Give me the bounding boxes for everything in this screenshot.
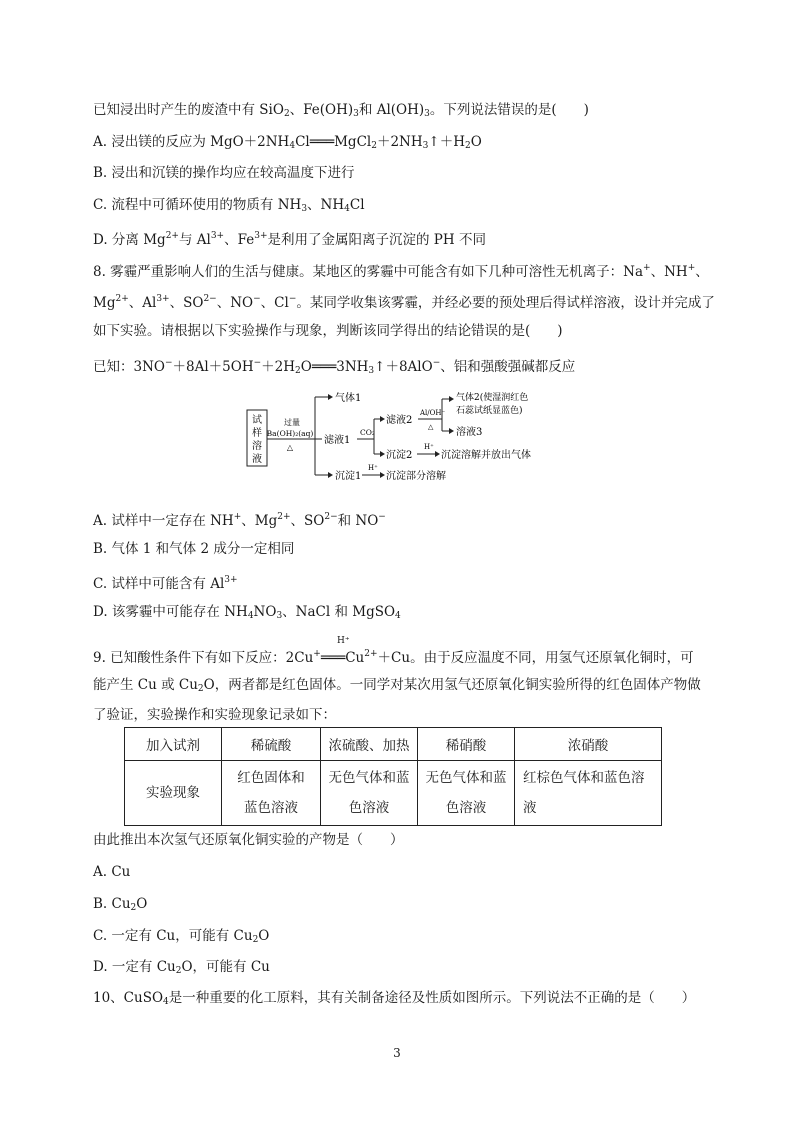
subscript: 4 — [395, 611, 401, 621]
superscript: 3+ — [210, 231, 225, 241]
table-header-reagent: 加入试剂 — [125, 728, 222, 761]
q9-conclusion — [93, 831, 404, 849]
diagram-solution3: 溶液3 — [456, 427, 483, 438]
text-run: 、铝和强酸强碱都反应 — [440, 359, 576, 375]
text-run: 和 NO — [337, 513, 379, 529]
cell-line: 液 — [523, 800, 537, 816]
q8-flow-diagram — [240, 385, 570, 485]
superscript: 2+ — [115, 294, 129, 304]
superscript: + — [233, 512, 242, 522]
text-run: 、NH — [307, 197, 345, 213]
diagram-gas2-line-a: 气体2(使湿润红色 — [456, 393, 529, 403]
text-run: 、NO — [216, 295, 254, 311]
cell-line: 色溶液 — [348, 800, 390, 816]
text-run: 与 Al — [178, 232, 211, 248]
subscript: 4 — [289, 141, 296, 151]
superscript: 2− — [324, 512, 338, 522]
text-run: B. 浸出和沉镁的操作均应在较高温度下进行 — [93, 165, 355, 181]
subscript: 3 — [301, 204, 308, 214]
subscript: 2 — [464, 141, 471, 151]
q8-option-a — [93, 508, 386, 530]
table-header-dilute-h2so4: 稀硫酸 — [222, 728, 321, 761]
text-run: O — [258, 928, 270, 944]
diagram-sample-char-2: 样 — [252, 428, 262, 439]
text-run: 、SO — [169, 295, 204, 311]
subscript: 3 — [368, 366, 375, 376]
subscript: 2 — [371, 141, 377, 151]
table-cell-dilute-hno3 — [418, 761, 515, 826]
text-run: ↑＋8AlO — [374, 359, 433, 375]
text-run: 9. 已知酸性条件下有如下反应：2Cu — [93, 650, 314, 666]
superscript: − — [253, 294, 261, 304]
q9-experiment-table — [124, 727, 662, 826]
diagram-precip2: 沉淀2 — [386, 450, 413, 461]
cell-line: 红棕色气体和蓝色溶 — [523, 770, 645, 786]
text-run: 已知：3NO — [93, 359, 165, 375]
q7-stem — [93, 101, 589, 123]
diagram-precip1: 沉淀1 — [335, 471, 362, 482]
subscript: 2 — [175, 966, 182, 976]
diagram-sample-char-1: 试 — [252, 415, 262, 426]
text-run: 、NH — [650, 264, 688, 280]
text-run: 、Cl — [260, 295, 289, 311]
q8-line-1 — [93, 259, 709, 281]
text-run: Mg — [93, 295, 116, 311]
subscript: 4 — [163, 997, 169, 1007]
text-run: 已知浸出时产生的废渣中有 SiO — [93, 102, 284, 118]
subscript: 4 — [247, 611, 254, 621]
q7-option-b — [93, 164, 355, 182]
subscript: 2 — [197, 684, 204, 694]
cell-line: 无色气体和蓝 — [425, 770, 507, 786]
diagram-reagent-top: 过量 — [284, 418, 300, 427]
text-run: A. 试样中一定存在 NH — [93, 513, 234, 529]
text-run: D. 该雾霾中可能存在 NH — [93, 604, 248, 620]
table-cell-conc-h2so4 — [321, 761, 418, 826]
text-run: 8. 雾霾严重影响人们的生活与健康。某地区的雾霾中可能含有如下几种可溶性无机离子：Na — [93, 264, 644, 280]
superscript: + — [313, 649, 321, 659]
table-header-dilute-hno3: 稀硝酸 — [418, 728, 515, 761]
text-run: A. 浸出镁的反应为 MgO＋2NH — [93, 134, 290, 150]
table-cell-conc-hno3 — [515, 761, 662, 826]
subscript: 3 — [424, 109, 430, 119]
superscript: − — [253, 358, 262, 368]
superscript: 2+ — [165, 231, 179, 241]
diagram-heat: △ — [286, 443, 294, 452]
q8-option-d — [93, 603, 401, 625]
diagram-sample-char-4: 液 — [252, 454, 262, 465]
diagram-h-plus-1: H⁺ — [368, 464, 378, 472]
table-header-conc-hno3: 浓硝酸 — [515, 728, 662, 761]
subscript: 3 — [276, 611, 283, 621]
table-row-label: 实验现象 — [125, 761, 222, 826]
text-run: B. Cu — [93, 896, 131, 912]
superscript: 2+ — [277, 512, 291, 522]
text-run: NO — [253, 604, 277, 620]
cell-line: 无色气体和蓝 — [328, 770, 410, 786]
q8-option-c — [93, 571, 238, 593]
subscript: 2 — [130, 903, 137, 913]
text-run: 了验证，实验操作和实验现象记录如下： — [93, 707, 336, 723]
q9-option-d — [93, 958, 270, 980]
text-run: 、Mg — [241, 513, 278, 529]
text-run: O — [470, 134, 482, 150]
text-run: 。某同学收集该雾霾，并经必要的预处理后得试样溶液，设计并完成了 — [296, 295, 715, 311]
superscript: − — [432, 358, 441, 368]
superscript: − — [378, 512, 386, 522]
q8-line-3 — [93, 322, 563, 340]
diagram-heat-2: △ — [428, 423, 434, 431]
text-run: 是利用了金属阳离子沉淀的 PH 不同 — [267, 232, 486, 248]
diagram-h-plus-2: H⁺ — [424, 443, 434, 451]
q9-option-a — [93, 863, 130, 881]
text-run: O，两者都是红色固体。一同学对某次用氢气还原氧化铜实验所得的红色固体产物做 — [203, 677, 701, 693]
q10-line-1 — [93, 989, 695, 1011]
q9-arrow-label: H⁺ — [337, 636, 350, 646]
subscript: 2 — [252, 935, 259, 945]
q7-option-c — [93, 196, 365, 218]
cell-line: 蓝色溶液 — [244, 800, 298, 816]
text-run: 是一种重要的化工原料，其有关制备途径及性质如图所示。下列说法不正确的是（ ） — [168, 990, 696, 1006]
text-run: 、NaCl 和 MgSO — [282, 604, 396, 620]
text-run: B. 气体 1 和气体 2 成分一定相同 — [93, 541, 295, 557]
text-run: Cl═══MgCl — [295, 134, 372, 150]
text-run: ═══Cu — [320, 650, 365, 666]
table-header-conc-h2so4: 浓硫酸、加热 — [321, 728, 418, 761]
diagram-filtrate2: 滤液2 — [386, 415, 413, 426]
text-run: O═══3NH — [300, 359, 369, 375]
text-run: ＋2H — [261, 359, 296, 375]
text-run: 、 — [695, 264, 709, 280]
text-run: ＋8Al＋5OH — [172, 359, 254, 375]
q8-option-b — [93, 540, 294, 558]
text-run: ↑＋H — [428, 134, 465, 150]
diagram-co2: CO₂ — [360, 428, 375, 437]
superscript: − — [164, 358, 173, 368]
superscript: + — [687, 263, 696, 273]
superscript: − — [288, 294, 297, 304]
diagram-gas1: 气体1 — [335, 393, 362, 404]
q8-line-2 — [93, 290, 715, 312]
q9-line-3 — [93, 706, 336, 724]
q8-known — [93, 354, 575, 380]
text-run: 。下列说法错误的是( ) — [429, 102, 589, 118]
text-run: 和 Al(OH) — [358, 102, 425, 118]
superscript: 3+ — [224, 575, 238, 585]
text-run: ＋2NH — [376, 134, 423, 150]
q9-option-b — [93, 895, 147, 917]
subscript: 3 — [353, 109, 359, 119]
superscript: 2+ — [364, 649, 378, 659]
text-run: 由此推出本次氢气还原氧化铜实验的产物是（ ） — [93, 832, 404, 848]
page-number: 3 — [393, 1046, 401, 1060]
text-run: D. 分离 Mg — [93, 232, 166, 248]
diagram-reagent-mid: Ba(OH)₂(aq) — [266, 429, 314, 438]
text-run: C. 试样中可能含有 Al — [93, 576, 225, 592]
text-run: D. 一定有 Cu — [93, 959, 176, 975]
subscript: 3 — [422, 141, 429, 151]
q7-option-a — [93, 133, 482, 155]
diagram-precip1-result: 沉淀部分溶解 — [386, 471, 446, 482]
text-run: Cl — [349, 197, 365, 213]
q9-line-1 — [93, 645, 694, 667]
text-run: 能产生 Cu 或 Cu — [93, 677, 198, 693]
subscript: 2 — [295, 366, 301, 376]
q7-option-d — [93, 227, 486, 249]
text-run: 10、CuSO — [93, 990, 164, 1006]
diagram-gas2-line-b: 石蕊试纸显蓝色) — [456, 406, 523, 416]
text-run: O — [136, 896, 148, 912]
cell-line: 红色固体和 — [237, 770, 305, 786]
superscript: 3+ — [156, 294, 170, 304]
text-run: C. 一定有 Cu，可能有 Cu — [93, 928, 253, 944]
text-run: C. 流程中可循环使用的物质有 NH — [93, 197, 302, 213]
diagram-al-oh: Al/OH⁻ — [420, 409, 446, 417]
text-run: O，可能有 Cu — [181, 959, 270, 975]
superscript: 2− — [203, 294, 217, 304]
superscript: + — [643, 263, 651, 273]
text-run: 、SO — [290, 513, 325, 529]
text-run: 、Fe — [224, 232, 255, 248]
diagram-precip2-result: 沉淀溶解并放出气体 — [441, 450, 531, 461]
text-run: A. Cu — [93, 864, 131, 880]
q9-option-c — [93, 927, 269, 949]
subscript: 2 — [283, 109, 290, 119]
text-run: 、Fe(OH) — [289, 102, 354, 118]
text-run: 、Al — [128, 295, 157, 311]
text-run: 如下实验。请根据以下实验操作与现象，判断该同学得出的结论错误的是( ) — [93, 323, 563, 339]
text-run: ＋Cu。由于反应温度不同，用氢气还原氧化铜时，可 — [377, 650, 694, 666]
diagram-sample-char-3: 溶 — [252, 441, 262, 452]
table-cell-dilute-h2so4 — [222, 761, 321, 826]
superscript: 3+ — [254, 231, 268, 241]
diagram-filtrate1: 滤液1 — [324, 435, 351, 446]
q9-line-2 — [93, 676, 701, 698]
cell-line: 色溶液 — [445, 800, 487, 816]
subscript: 4 — [344, 204, 350, 214]
